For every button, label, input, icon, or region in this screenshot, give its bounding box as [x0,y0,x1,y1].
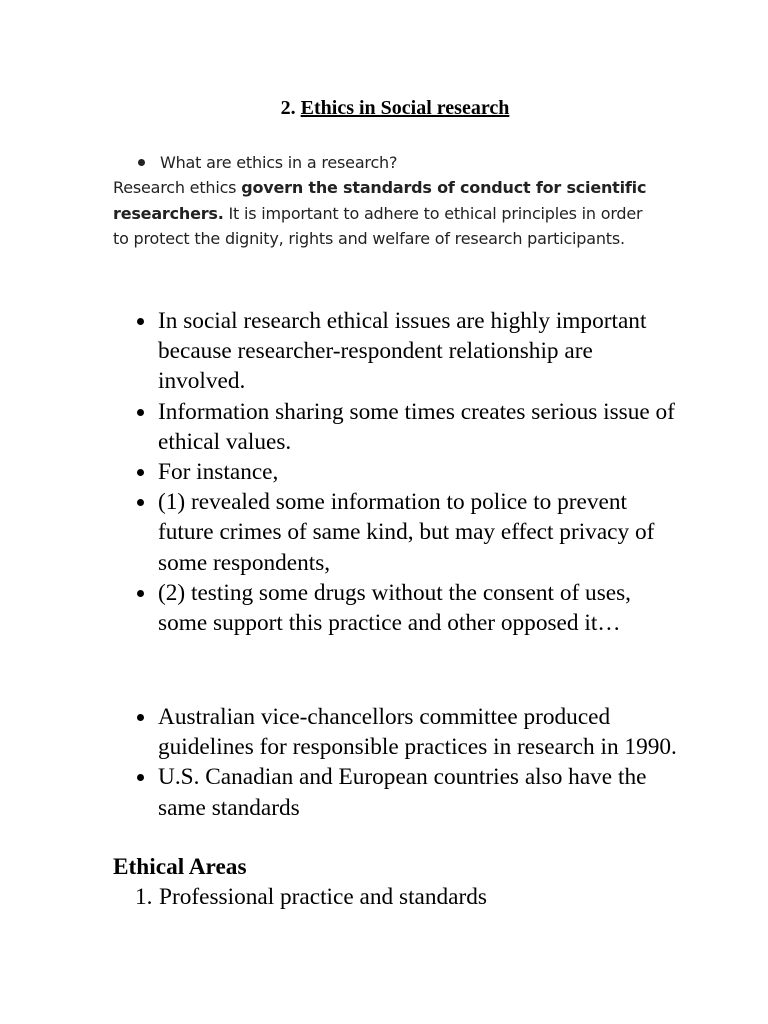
answer-bold: govern the standards of conduct for scientific researchers. [113,178,647,223]
bullet-icon [137,469,144,476]
bullet-icon [137,499,144,506]
title-text: Ethics in Social research [300,97,510,119]
list-item-text: Information sharing some times creates serious issue of ethical values. [158,398,675,455]
item-number: 1. [135,884,153,910]
list-item [137,457,677,487]
list-item [137,578,677,638]
list-item [137,397,677,457]
bullet-list-2 [137,702,677,823]
bullet-icon [137,409,144,416]
answer-part-1: Research ethics [113,178,242,197]
list-item [137,306,677,397]
item-text: Professional practice and standards [159,884,487,910]
list-item [137,702,677,762]
question-text: What are ethics in a research? [160,153,398,172]
list-item-text: U.S. Canadian and European countries also have the same standards [158,764,647,821]
list-item-text: Australian vice-chancellors committee produced guidelines for responsible practices in research in 1990. [158,704,677,761]
list-item [137,487,677,578]
bullet-icon [137,590,144,597]
bullet-icon [138,159,145,166]
list-item-text: For instance, [158,459,279,486]
answer-part-2: It is important to adhere to ethical principles in order to protect the dignity, rights and welfare of research participants. [113,203,643,248]
bullet-icon [137,774,144,781]
list-item-text: In social research ethical issues are highly important because researcher-respondent relationship are involved. [158,308,647,395]
answer-paragraph [113,175,653,252]
page-title [0,94,768,122]
section-heading: Ethical Areas [113,854,247,880]
bullet-icon [137,318,144,325]
list-item [137,762,677,822]
list-item-text: (2) testing some drugs without the consent of uses, some support this practice and other opposed it… [158,579,631,637]
title-number: 2. [280,97,296,119]
numbered-item [135,882,487,912]
bullet-list-1 [137,306,677,638]
list-item-text: (1) revealed some information to police to prevent future crimes of same kind, but may effect privacy of some respondents, [158,489,655,576]
question-item [138,150,397,176]
bullet-icon [137,714,144,721]
